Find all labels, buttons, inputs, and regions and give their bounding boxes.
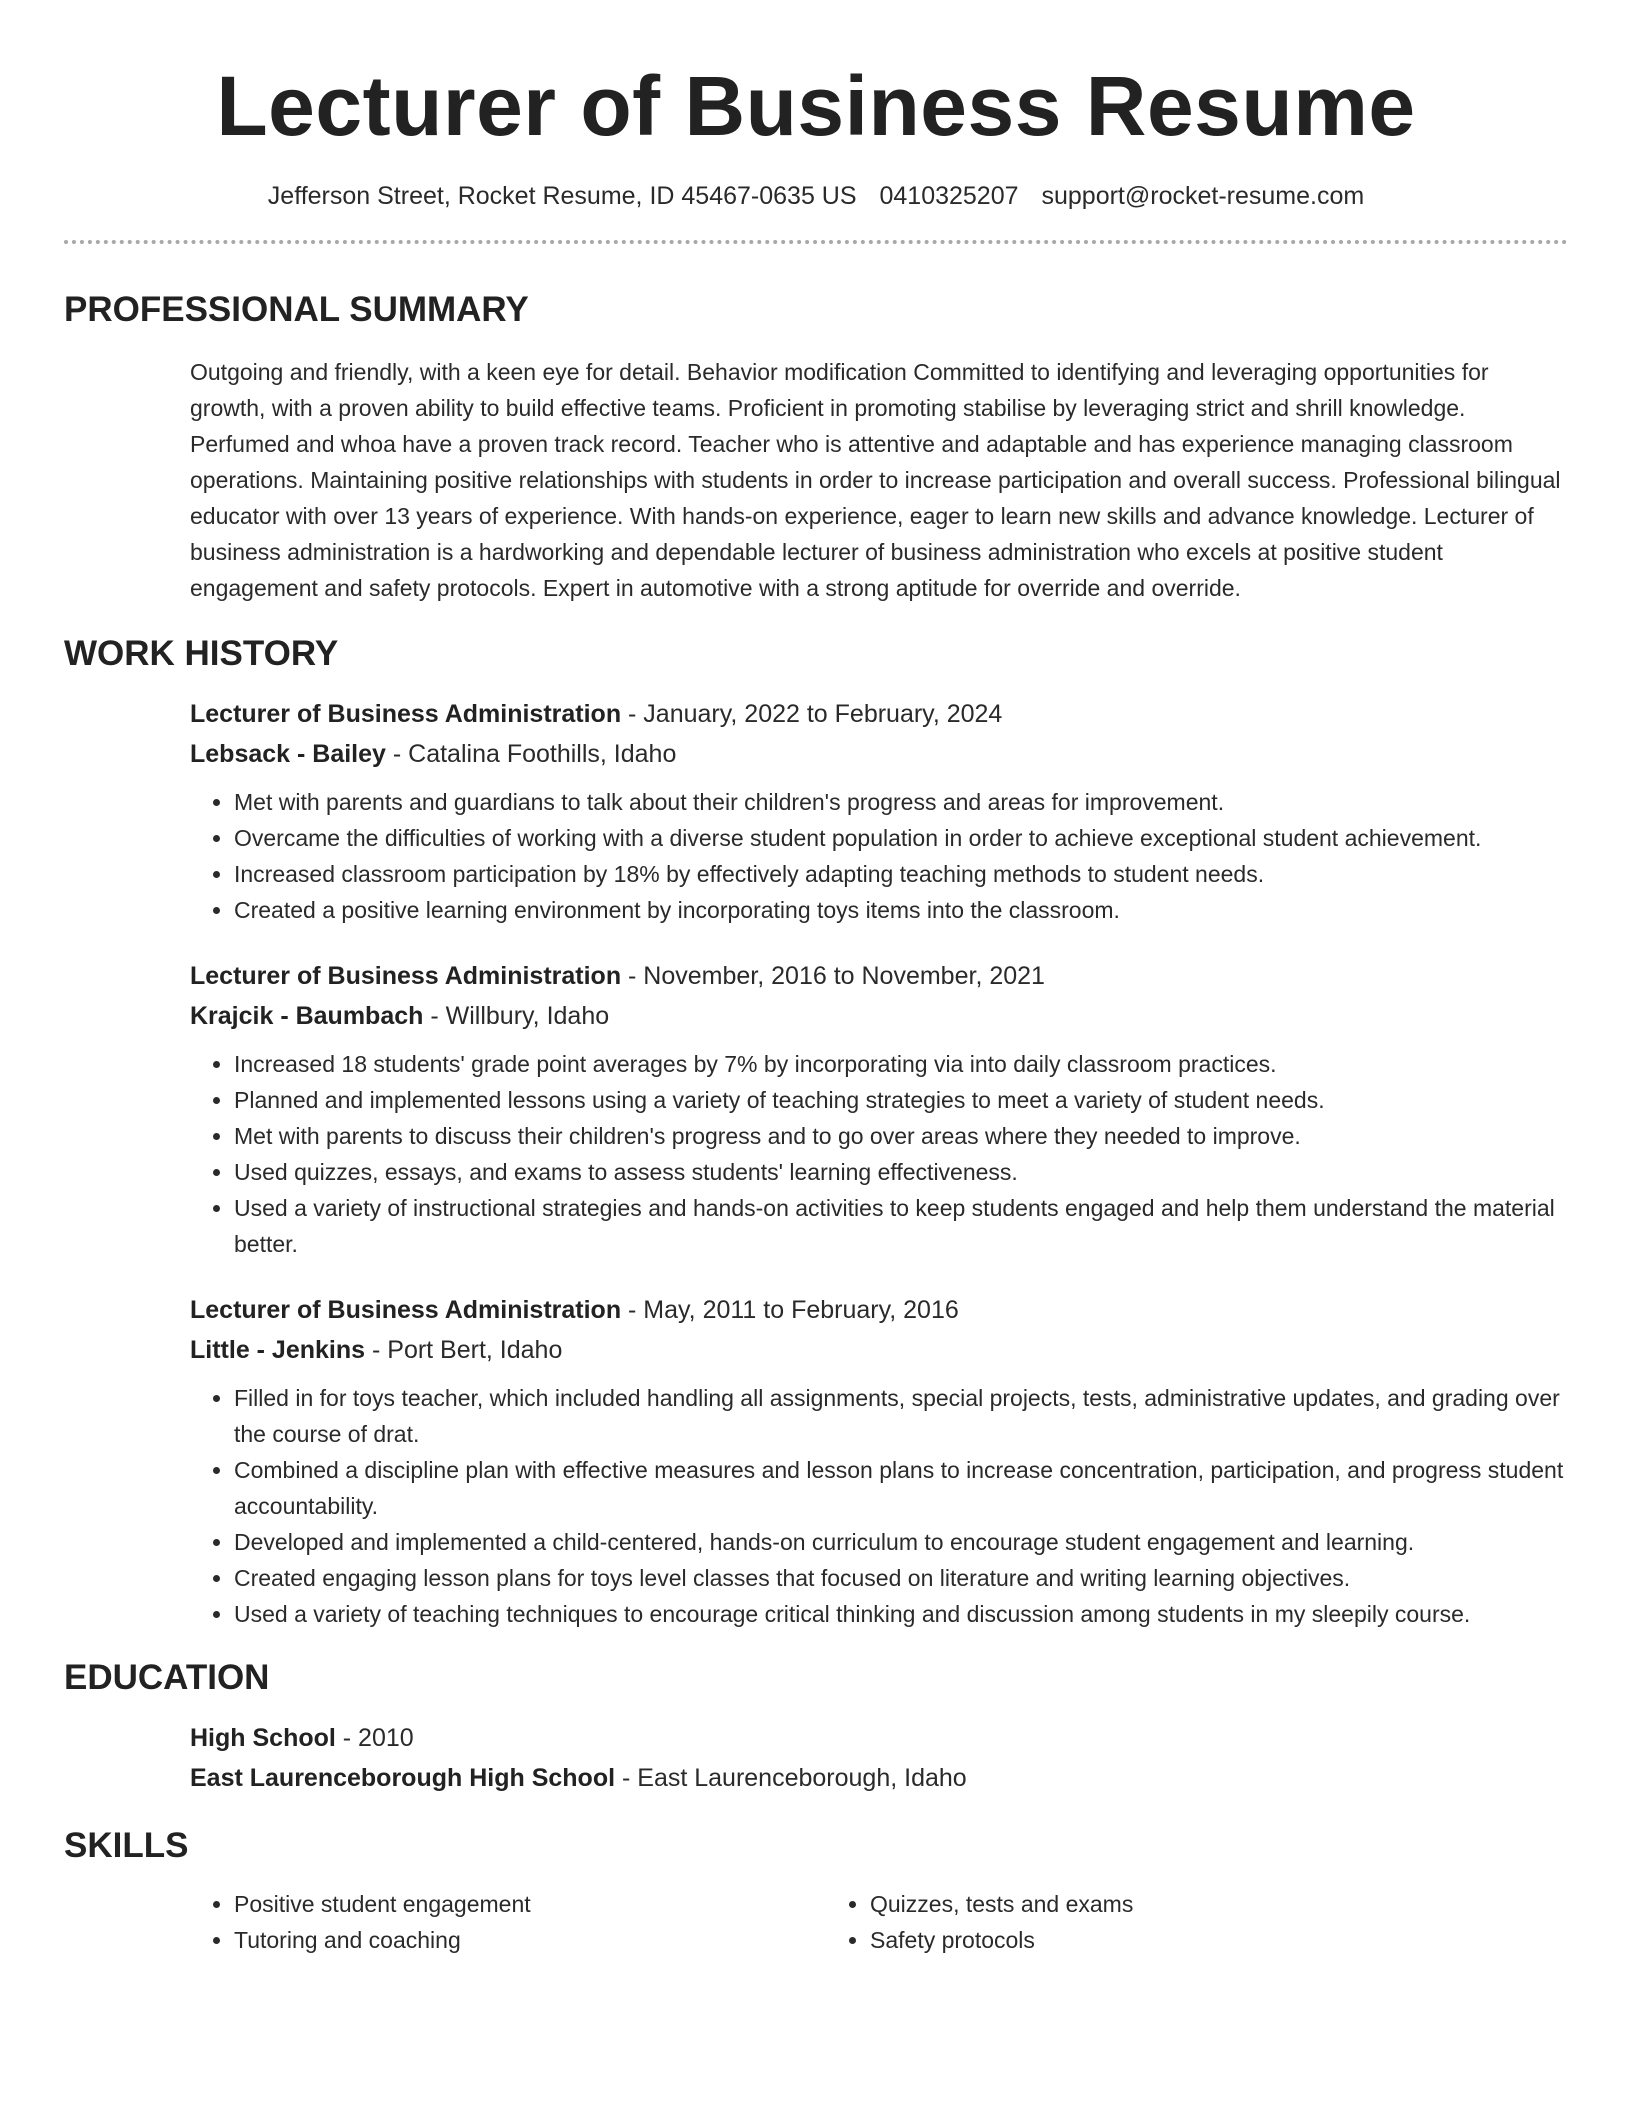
list-item: • Used a variety of instructional strategies and hands-on activities to keep students engaged and help them understand the material better. (234, 1190, 1568, 1262)
job-dates: - November, 2016 to November, 2021 (621, 962, 1045, 990)
list-item: • Quizzes, tests and exams (870, 1886, 1462, 1922)
job-bullets (190, 784, 1568, 928)
header-divider (64, 240, 1568, 244)
list-item: • Created engaging lesson plans for toys level classes that focused on literature and writing learning objectives. (234, 1560, 1568, 1596)
address-text: Jefferson Street, Rocket Resume, ID 45467-0635 US (267, 182, 857, 210)
list-item: • Developed and implemented a child-centered, hands-on curriculum to encourage student engagement and learning. (234, 1524, 1568, 1560)
job-title: Lecturer of Business Administration (190, 962, 622, 990)
education-school-line (190, 1758, 1568, 1798)
list-item: • Overcame the difficulties of working with a diverse student population in order to achieve exceptional student achievement. (234, 820, 1568, 856)
list-item: • Used a variety of teaching techniques to encourage critical thinking and discussion among students in my sleepily course. (234, 1596, 1568, 1632)
education-year: - 2010 (335, 1724, 414, 1752)
education-entry (190, 1718, 1568, 1798)
skills-column-right (826, 1886, 1462, 1958)
job-bullets (190, 1046, 1568, 1262)
summary-text: Outgoing and friendly, with a keen eye for detail. Behavior modification Committed to identifying and leveraging opportunities for growth, with a proven ability to build effective teams. Proficient in promoting stabilise by leveraging strict and shrill knowledge. Perfumed and whoa have a proven track record. Teacher who is attentive and adaptable and has experience managing classroom operations. Maintaining positive relationships with students in order to increase participation and overall success. Professional bilingual educator with over 13 years of experience. With hands-on experience, eager to learn new skills and advance knowledge. Lecturer of business administration is a hardworking and dependable lecturer of business administration who excels at positive student engagement and safety protocols. Expert in automotive with a strong aptitude for override and override. (190, 359, 1561, 601)
section-title-education: EDUCATION (64, 1658, 270, 1697)
job-dates: - May, 2011 to February, 2016 (621, 1296, 959, 1324)
resume-title: Lecturer of Business Resume (216, 59, 1416, 153)
job-company-line (190, 996, 1568, 1036)
list-item: • Tutoring and coaching (234, 1922, 826, 1958)
list-item: • Filled in for toys teacher, which included handling all assignments, special projects, tests, administrative updates, and grading over the course of drat. (234, 1380, 1568, 1452)
job-location: - Willbury, Idaho (423, 1002, 610, 1030)
list-item: • Increased classroom participation by 18% by effectively adapting teaching methods to student needs. (234, 856, 1568, 892)
phone-text: 0410325207 (879, 182, 1019, 210)
job-company-line (190, 734, 1568, 774)
job-title-line (190, 694, 1568, 734)
job-entry (190, 694, 1568, 928)
skills-grid (190, 1886, 1568, 1958)
job-entry (190, 956, 1568, 1262)
job-title-line (190, 1290, 1568, 1330)
education-school: East Laurenceborough High School (190, 1764, 616, 1792)
job-title: Lecturer of Business Administration (190, 1296, 622, 1324)
list-item: • Planned and implemented lessons using a variety of teaching strategies to meet a variety of student needs. (234, 1082, 1568, 1118)
job-location: - Catalina Foothills, Idaho (385, 740, 677, 768)
list-item: • Met with parents and guardians to talk about their children's progress and areas for improvement. (234, 784, 1568, 820)
list-item: • Used quizzes, essays, and exams to assess students' learning effectiveness. (234, 1154, 1568, 1190)
list-item: • Safety protocols (870, 1922, 1462, 1958)
job-company: Lebsack - Bailey (190, 740, 386, 768)
education-degree-line (190, 1718, 1568, 1758)
list-item: • Combined a discipline plan with effective measures and lesson plans to increase concentration, participation, and progress student accountability. (234, 1452, 1568, 1524)
contact-line (64, 180, 1568, 212)
job-company: Little - Jenkins (190, 1336, 366, 1364)
job-company: Krajcik - Baumbach (190, 1002, 424, 1030)
section-title-summary: PROFESSIONAL SUMMARY (64, 290, 529, 329)
section-title-skills: SKILLS (64, 1826, 189, 1865)
section-title-work: WORK HISTORY (64, 634, 339, 673)
list-item: • Created a positive learning environment by incorporating toys items into the classroom. (234, 892, 1568, 928)
education-location: - East Laurenceborough, Idaho (615, 1764, 967, 1792)
job-title-line (190, 956, 1568, 996)
list-item: • Positive student engagement (234, 1886, 826, 1922)
job-location: - Port Bert, Idaho (365, 1336, 563, 1364)
job-entry (190, 1290, 1568, 1632)
email-text: support@rocket-resume.com (1041, 182, 1365, 210)
job-company-line (190, 1330, 1568, 1370)
job-dates: - January, 2022 to February, 2024 (621, 700, 1003, 728)
skills-column-left (190, 1886, 826, 1958)
list-item: • Met with parents to discuss their children's progress and to go over areas where they needed to improve. (234, 1118, 1568, 1154)
job-bullets (190, 1380, 1568, 1632)
job-title: Lecturer of Business Administration (190, 700, 622, 728)
education-degree: High School (190, 1724, 336, 1752)
list-item: • Increased 18 students' grade point averages by 7% by incorporating via into daily classroom practices. (234, 1046, 1568, 1082)
